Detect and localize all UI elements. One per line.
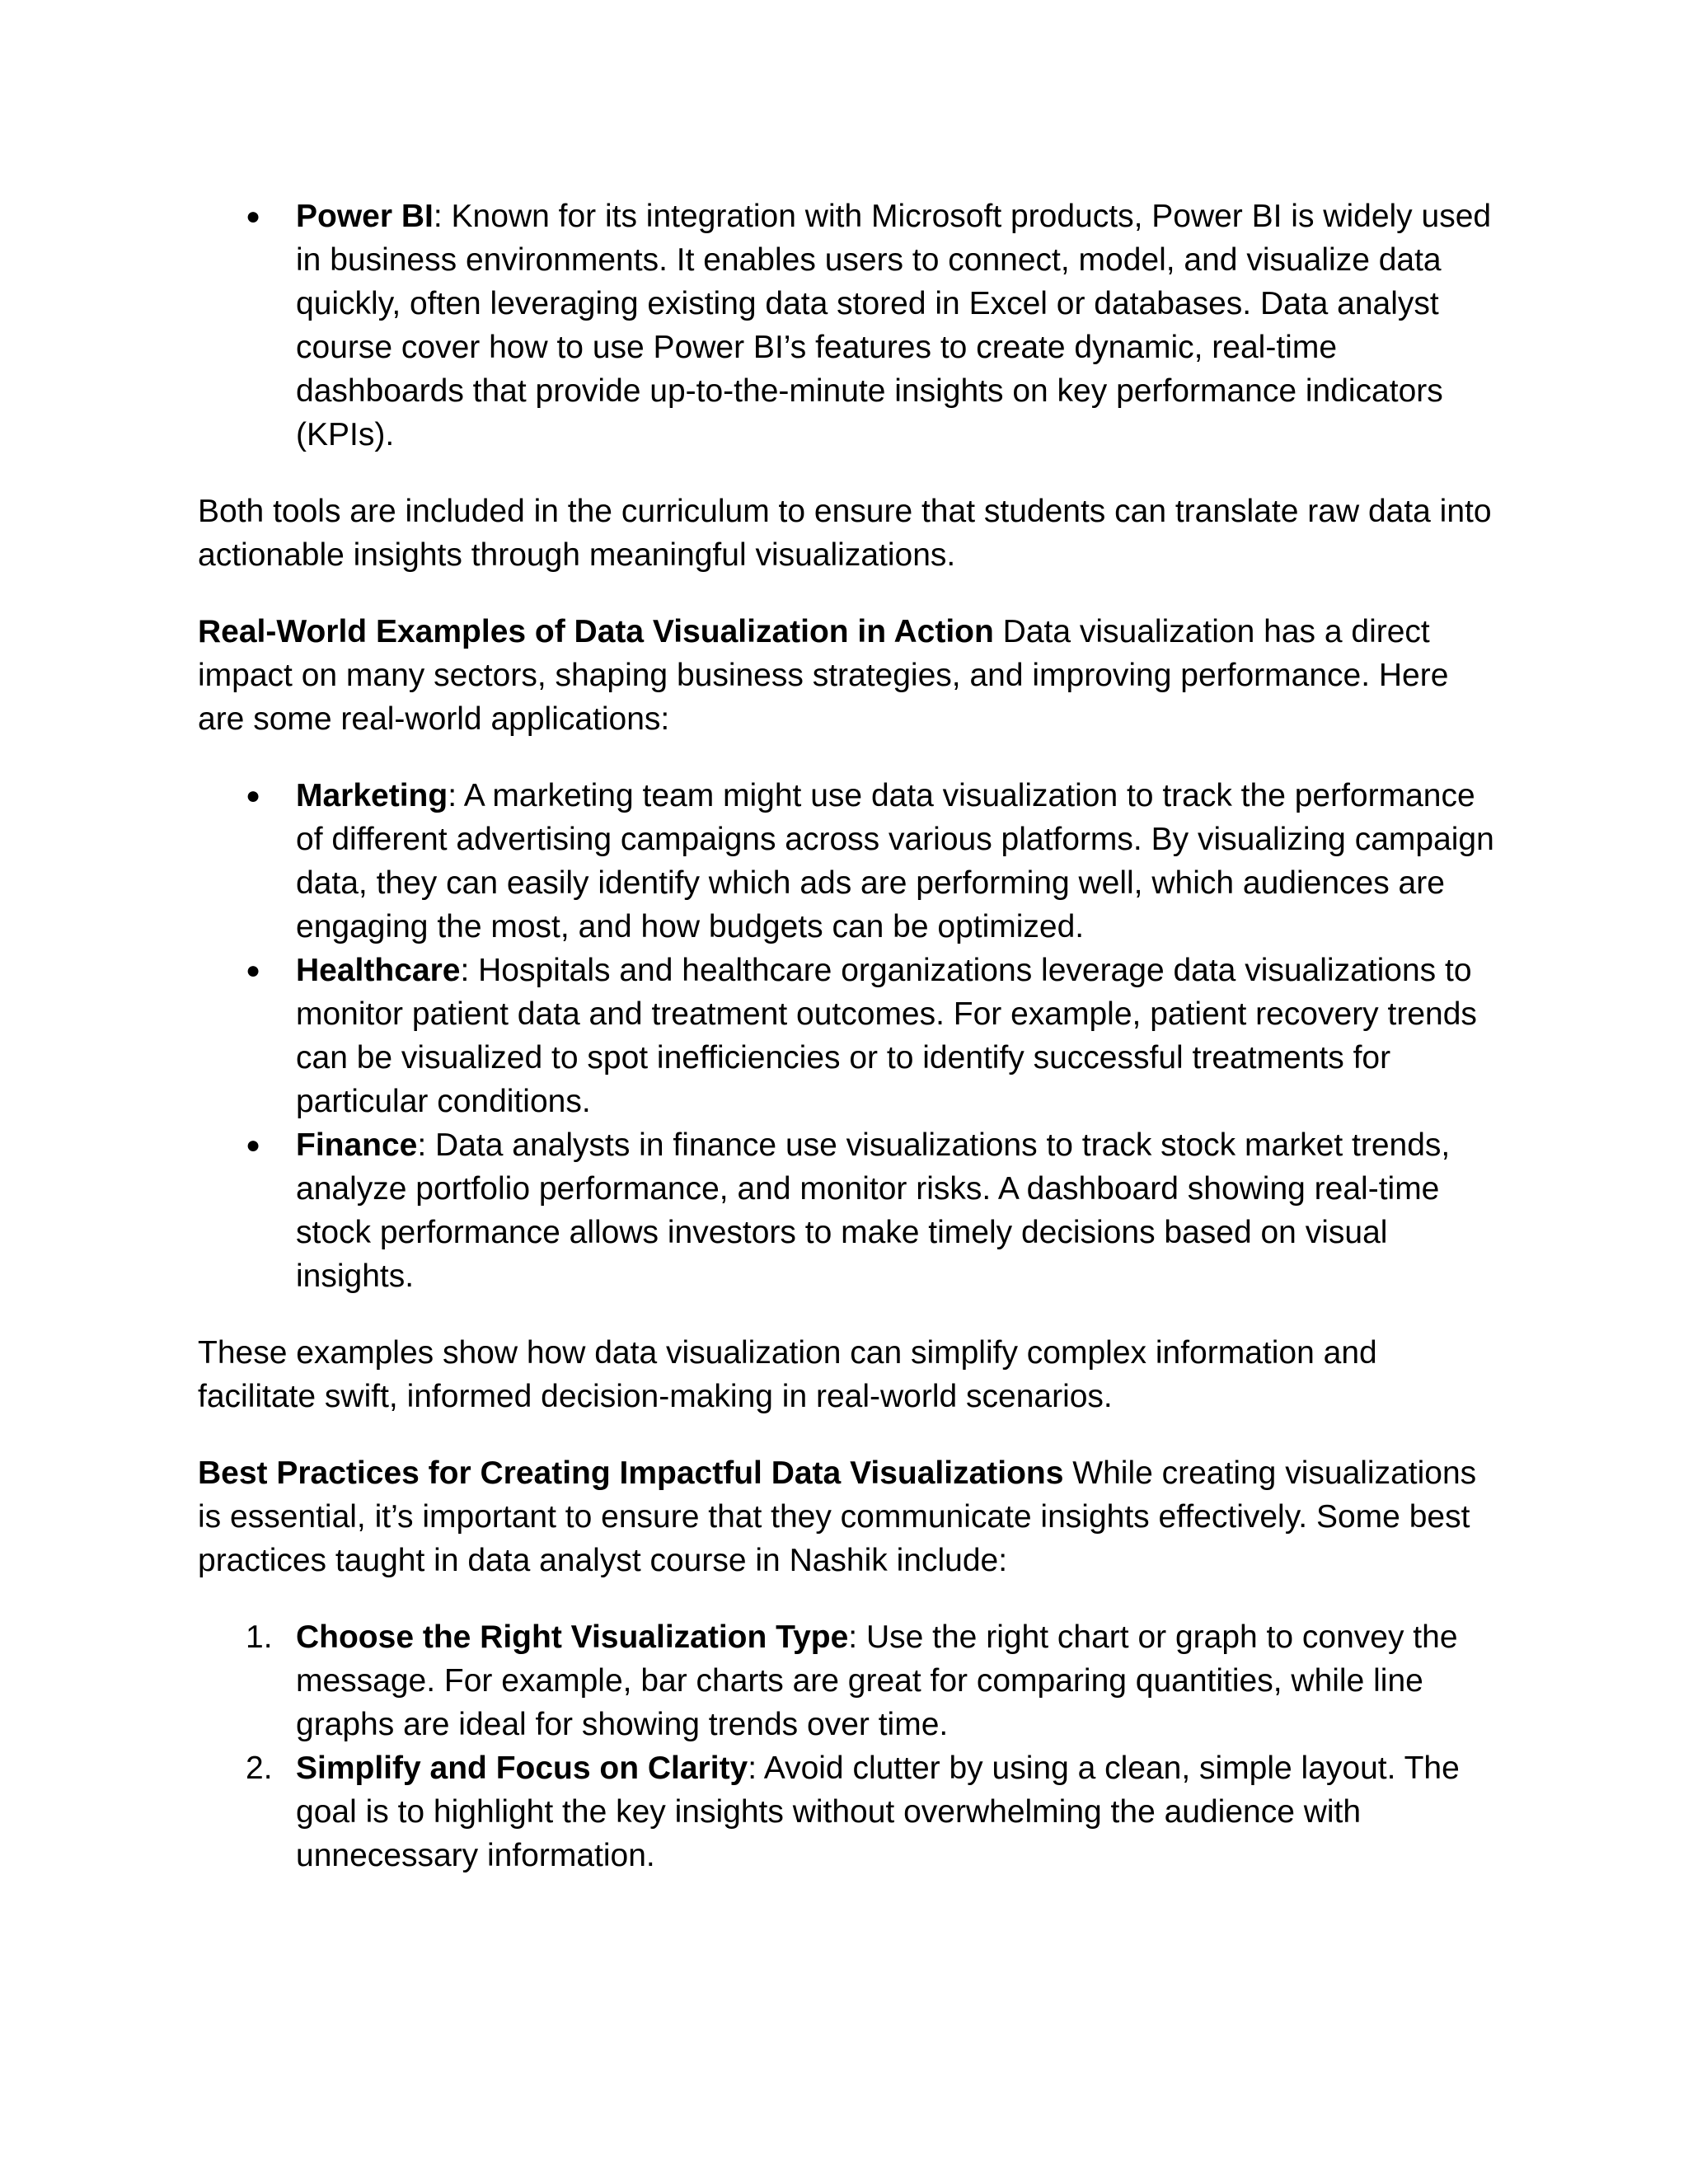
tools-summary-paragraph: Both tools are included in the curriculum to ensure that students can translate raw data into actionable insights through meaningful visualizations. — [198, 494, 1492, 573]
bullet-icon: ● — [246, 782, 261, 809]
bullet-icon: ● — [246, 203, 261, 230]
list-item-healthcare — [198, 949, 1500, 1123]
bullet-icon: ● — [246, 957, 261, 984]
item-term: Simplify and Focus on Clarity — [296, 1750, 748, 1786]
item-text: : Hospitals and healthcare organizations leverage data visualizations to monitor patient data and treatment outcomes. For example, patient recovery trends can be visualized to spot inefficiencies or to identify successful treatments for particular conditions. — [296, 953, 1477, 1119]
sectors-bullet-list — [198, 774, 1500, 1298]
item-text: : A marketing team might use data visualization to track the performance of different advertising campaigns across various platforms. By visualizing campaign data, they can easily identify which ads are performing well, which audiences are engaging the most, and how budgets can be optimized. — [296, 778, 1494, 944]
section-heading-examples: Real-World Examples of Data Visualization in Action — [198, 614, 994, 649]
list-item-finance — [198, 1123, 1500, 1298]
item-text: : Use the right chart or graph to convey the message. For example, bar charts are great for comparing quantities, while line graphs are ideal for showing trends over time. — [296, 1619, 1458, 1742]
item-term: Power BI — [296, 199, 434, 234]
item-term: Healthcare — [296, 953, 461, 988]
list-item-visualization-type — [198, 1615, 1500, 1746]
best-practices-numbered-list — [198, 1615, 1500, 1877]
item-term: Finance — [296, 1127, 418, 1163]
examples-summary-paragraph: These examples show how data visualization can simplify complex information and facilitate swift, informed decision-making in real-world scenarios. — [198, 1335, 1377, 1414]
item-text: : Avoid clutter by using a clean, simple layout. The goal is to highlight the key insights without overwhelming the audience with unnecessary information. — [296, 1750, 1460, 1873]
examples-intro-paragraph — [198, 610, 1500, 741]
paragraph-text: While creating visualizations is essential, it’s important to ensure that they communicate insights effectively. Some best practices taught in data analyst course in Nashik include: — [198, 1455, 1477, 1578]
item-text: : Known for its integration with Microsoft products, Power BI is widely used in business environments. It enables users to connect, model, and visualize data quickly, often leveraging existing data stored in Excel or databases. Data analyst course cover how to use Power BI’s features to create dynamic, real-time dashboards that provide up-to-the-minute insights on key performance indicators (KPIs). — [296, 199, 1492, 452]
bullet-icon: ● — [246, 1132, 261, 1159]
list-item-simplify-clarity — [198, 1746, 1500, 1877]
tools-bullet-list — [198, 194, 1500, 457]
list-item-power-bi — [198, 194, 1500, 457]
section-heading-best-practices: Best Practices for Creating Impactful Data Visualizations — [198, 1455, 1064, 1491]
list-number: 1. — [246, 1619, 273, 1655]
paragraph-text: Data visualization has a direct impact on many sectors, shaping business strategies, and improving performance. Here are some real-world applications: — [198, 614, 1449, 737]
document-page — [198, 194, 1500, 1910]
item-text: : Data analysts in finance use visualizations to track stock market trends, analyze portfolio performance, and monitor risks. A dashboard showing real-time stock performance allows investors to make timely decisions based on visual insights. — [296, 1127, 1451, 1294]
item-term: Choose the Right Visualization Type — [296, 1619, 849, 1655]
best-practices-intro-paragraph — [198, 1451, 1500, 1582]
list-number: 2. — [246, 1750, 273, 1786]
item-term: Marketing — [296, 778, 448, 813]
list-item-marketing — [198, 774, 1500, 949]
